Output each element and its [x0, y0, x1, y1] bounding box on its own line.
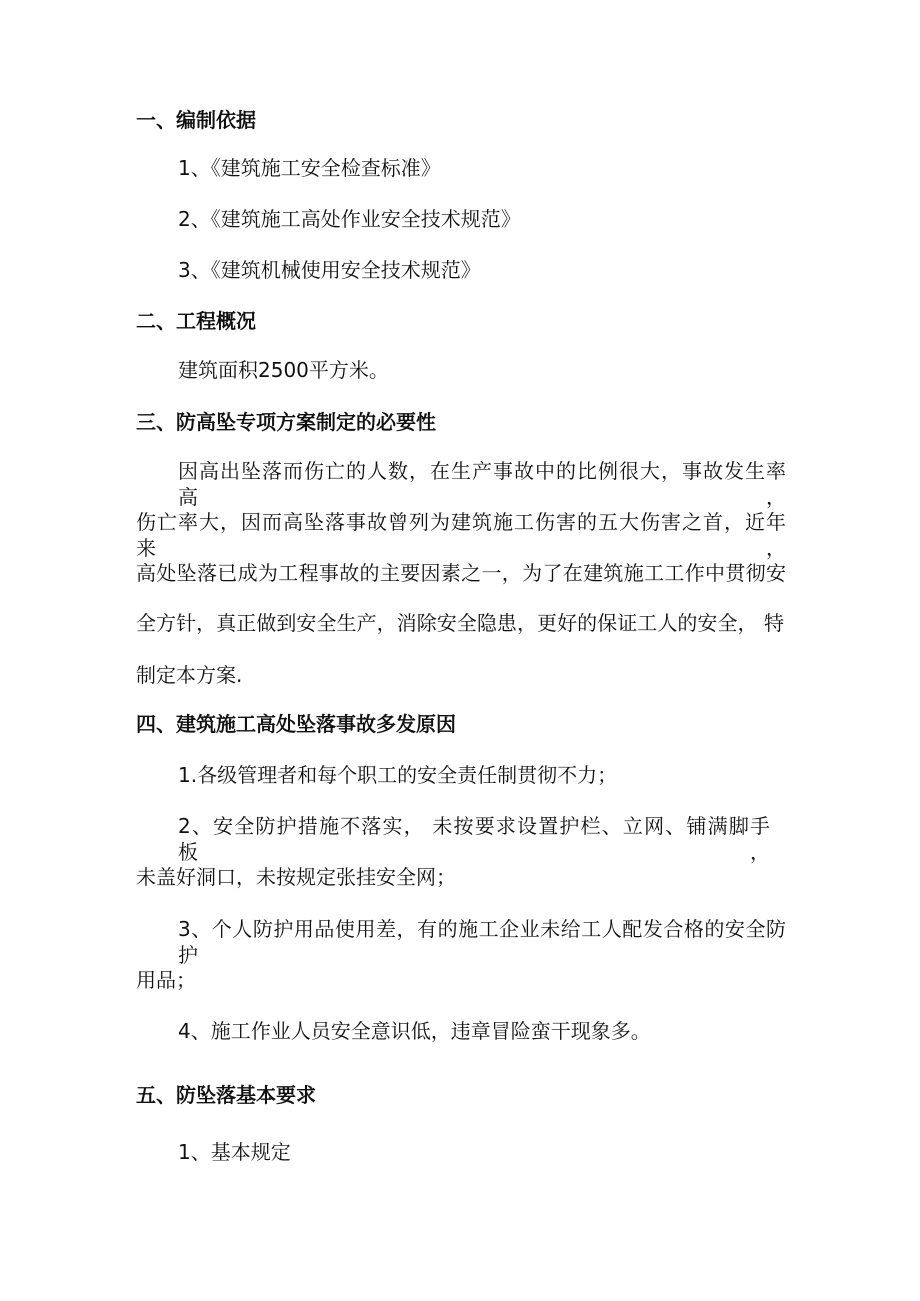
cause-item-3-line-1: 3、个人防护用品使用差，有的施工企业未给工人配发合格的安全防护: [178, 917, 786, 967]
project-overview-text: 建筑面积2500平方米。: [178, 358, 389, 382]
reference-item-2: 2、《建筑施工高处作业安全技术规范》: [178, 207, 521, 231]
section-4-heading: 四、建筑施工高处坠落事故多发原因: [136, 712, 456, 736]
section-2-heading: 二、工程概况: [136, 309, 256, 333]
section-1-heading: 一、编制依据: [136, 108, 256, 132]
necessity-paragraph-line-5: 制定本方案.: [136, 663, 243, 687]
reference-item-3: 3、《建筑机械使用安全技术规范》: [178, 258, 481, 282]
necessity-paragraph-line-3: 高处坠落已成为工程事故的主要因素之一，为了在建筑施工工作中贯彻安: [136, 561, 786, 585]
section-5-heading: 五、防坠落基本要求: [136, 1083, 316, 1107]
cause-item-3-line-2: 用品；: [136, 968, 196, 992]
cause-item-4: 4、施工作业人员安全意识低，违章冒险蛮干现象多。: [178, 1019, 651, 1043]
cause-item-2-line-2: 未盖好洞口，未按规定张挂安全网；: [136, 865, 456, 889]
cause-item-2-line-1: 2、安全防护措施不落实， 未按要求设置护栏、立网、铺满脚手板，: [178, 814, 770, 864]
necessity-paragraph-line-2: 伤亡率大，因而高坠落事故曾列为建筑施工伤害的五大伤害之首，近年来，: [136, 510, 786, 560]
necessity-paragraph-line-1: 因高出坠落而伤亡的人数，在生产事故中的比例很大，事故发生率高，: [178, 459, 786, 509]
section-3-heading: 三、防高坠专项方案制定的必要性: [136, 410, 436, 434]
necessity-paragraph-line-4: 全方针，真正做到安全生产，消除安全隐患，更好的保证工人的安全， 特: [136, 611, 784, 635]
basic-requirement-item-1: 1、基本规定: [178, 1140, 291, 1164]
reference-item-1: 1、《建筑施工安全检查标准》: [178, 156, 441, 180]
cause-item-1: 1.各级管理者和每个职工的安全责任制贯彻不力；: [178, 763, 618, 787]
